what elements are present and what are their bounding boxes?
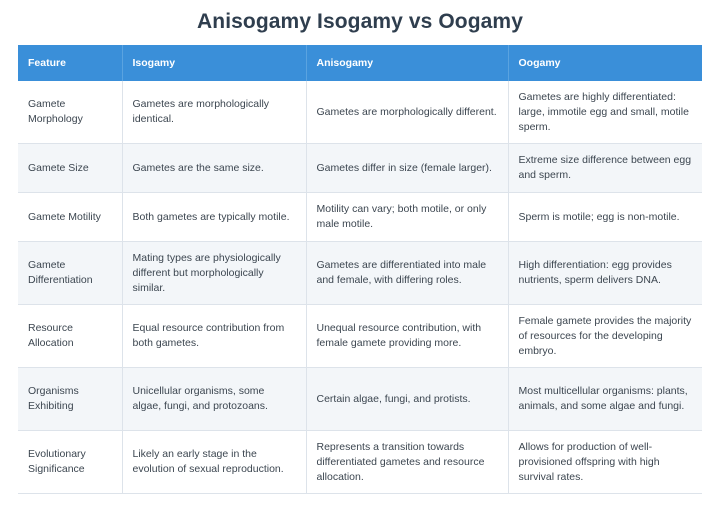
feature-cell: Organisms Exhibiting [18, 368, 122, 431]
oogamy-cell: Extreme size difference between egg and sperm. [508, 144, 702, 193]
isogamy-cell: Likely an early stage in the evolution of sexual reproduction. [122, 431, 306, 494]
oogamy-cell: Female gamete provides the majority of resources for the developing embryo. [508, 305, 702, 368]
anisogamy-cell: Gametes are differentiated into male and female, with differing roles. [306, 242, 508, 305]
table-row [18, 305, 702, 368]
header-isogamy: Isogamy [122, 45, 306, 81]
anisogamy-cell: Represents a transition towards differentiated gametes and resource allocation. [306, 431, 508, 494]
anisogamy-cell: Gametes are morphologically different. [306, 81, 508, 144]
header-feature: Feature [18, 45, 122, 81]
table-header-row [18, 45, 702, 81]
anisogamy-cell: Gametes differ in size (female larger). [306, 144, 508, 193]
table-row [18, 431, 702, 494]
table-row [18, 242, 702, 305]
feature-cell: Evolutionary Significance [18, 431, 122, 494]
oogamy-cell: High differentiation: egg provides nutrients, sperm delivers DNA. [508, 242, 702, 305]
oogamy-cell: Most multicellular organisms: plants, animals, and some algae and fungi. [508, 368, 702, 431]
oogamy-cell: Gametes are highly differentiated: large, immotile egg and small, motile sperm. [508, 81, 702, 144]
table-row [18, 368, 702, 431]
table-row [18, 144, 702, 193]
oogamy-cell: Allows for production of well-provisioned offspring with high survival rates. [508, 431, 702, 494]
header-oogamy: Oogamy [508, 45, 702, 81]
isogamy-cell: Unicellular organisms, some algae, fungi, and protozoans. [122, 368, 306, 431]
feature-cell: Gamete Differentiation [18, 242, 122, 305]
feature-cell: Gamete Size [18, 144, 122, 193]
isogamy-cell: Gametes are morphologically identical. [122, 81, 306, 144]
feature-cell: Resource Allocation [18, 305, 122, 368]
anisogamy-cell: Unequal resource contribution, with female gamete providing more. [306, 305, 508, 368]
isogamy-cell: Both gametes are typically motile. [122, 193, 306, 242]
isogamy-cell: Gametes are the same size. [122, 144, 306, 193]
anisogamy-cell: Motility can vary; both motile, or only male motile. [306, 193, 508, 242]
header-anisogamy: Anisogamy [306, 45, 508, 81]
anisogamy-cell: Certain algae, fungi, and protists. [306, 368, 508, 431]
table-row [18, 81, 702, 144]
comparison-table [18, 45, 702, 494]
feature-cell: Gamete Morphology [18, 81, 122, 144]
table-row [18, 193, 702, 242]
isogamy-cell: Equal resource contribution from both gametes. [122, 305, 306, 368]
isogamy-cell: Mating types are physiologically different but morphologically similar. [122, 242, 306, 305]
oogamy-cell: Sperm is motile; egg is non-motile. [508, 193, 702, 242]
page-title: Anisogamy Isogamy vs Oogamy [197, 10, 523, 33]
feature-cell: Gamete Motility [18, 193, 122, 242]
